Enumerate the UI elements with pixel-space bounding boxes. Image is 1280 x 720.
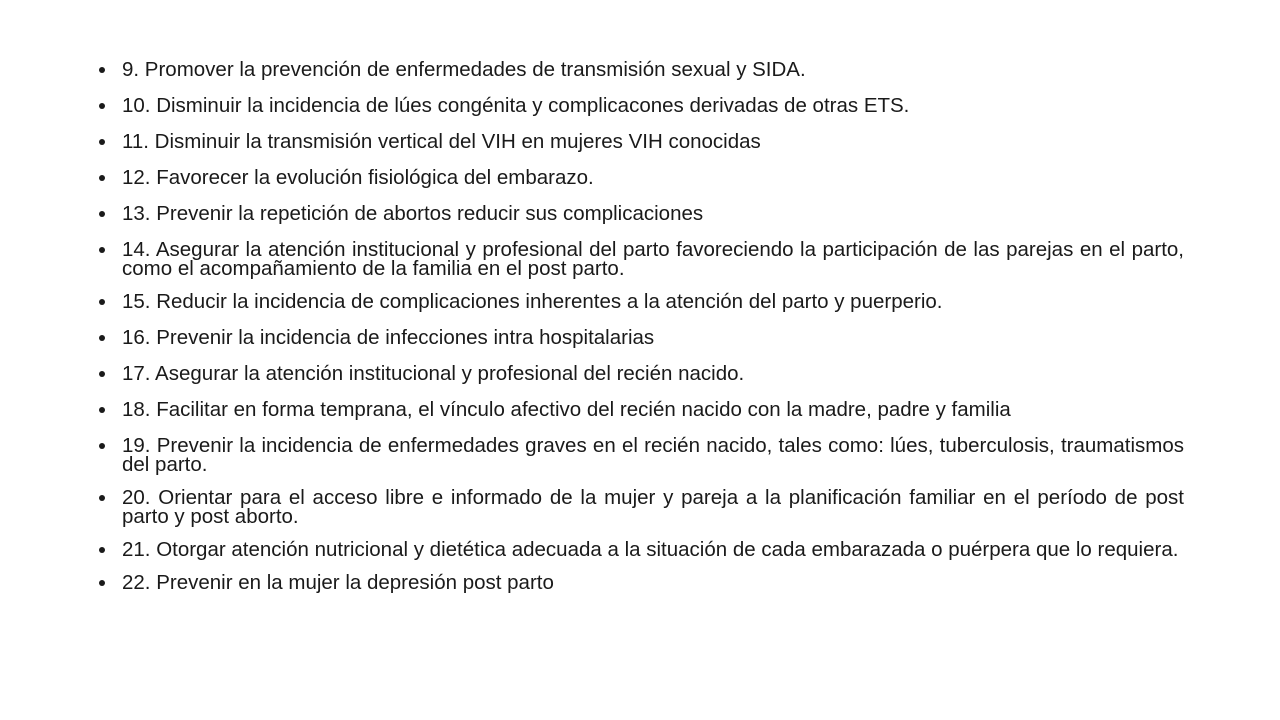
bullet-dot-icon <box>99 407 105 413</box>
bullet-dot-icon <box>99 247 105 253</box>
list-item <box>96 240 1184 278</box>
bullet-dot-icon <box>99 211 105 217</box>
bullet-dot-icon <box>99 335 105 341</box>
bullet-dot-icon <box>99 443 105 449</box>
item-text: 20. Orientar para el acceso libre e informado de la mujer y pareja a la planificación familiar en el período de post parto y post aborto. <box>122 486 1184 528</box>
bullet-dot-icon <box>99 495 105 501</box>
list-item <box>96 436 1184 474</box>
bullet-dot-icon <box>99 175 105 181</box>
list-item <box>96 488 1184 526</box>
list-item <box>96 573 1184 592</box>
bullet-dot-icon <box>99 299 105 305</box>
list-item <box>96 540 1184 559</box>
item-text: 18. Facilitar en forma temprana, el vínculo afectivo del recién nacido con la madre, padre y familia <box>122 398 1011 421</box>
item-text: 21. Otorgar atención nutricional y dietética adecuada a la situación de cada embarazada o puérpera que lo requiera. <box>122 538 1179 561</box>
item-text: 16. Prevenir la incidencia de infecciones intra hospitalarias <box>122 326 655 349</box>
bullet-dot-icon <box>99 103 105 109</box>
bullet-dot-icon <box>99 139 105 145</box>
list-item <box>96 204 1184 223</box>
bullet-dot-icon <box>99 580 105 586</box>
item-text: 22. Prevenir en la mujer la depresión post parto <box>122 571 554 594</box>
list-item <box>96 292 1184 311</box>
item-text: 10. Disminuir la incidencia de lúes congénita y complicacones derivadas de otras ETS. <box>122 94 910 117</box>
list-item <box>96 96 1184 115</box>
item-text: 14. Asegurar la atención institucional y profesional del parto favoreciendo la participación de las parejas en el parto, como el acompañamiento de la familia en el post parto. <box>122 238 1184 280</box>
bullet-dot-icon <box>99 371 105 377</box>
item-text: 17. Asegurar la atención institucional y profesional del recién nacido. <box>122 362 745 385</box>
list-item <box>96 400 1184 419</box>
bullet-list <box>96 60 1184 609</box>
list-item <box>96 132 1184 151</box>
item-text: 12. Favorecer la evolución fisiológica del embarazo. <box>122 166 594 189</box>
bullet-dot-icon <box>99 67 105 73</box>
item-text: 11. Disminuir la transmisión vertical del VIH en mujeres VIH conocidas <box>122 130 761 153</box>
bullet-dot-icon <box>99 547 105 553</box>
item-text: 9. Promover la prevención de enfermedades de transmisión sexual y SIDA. <box>122 58 806 81</box>
item-text: 15. Reducir la incidencia de complicaciones inherentes a la atención del parto y puerperio. <box>122 290 943 313</box>
item-text: 19. Prevenir la incidencia de enfermedades graves en el recién nacido, tales como: lúes, tuberculosis, traumatismos del parto. <box>122 434 1184 476</box>
item-text: 13. Prevenir la repetición de abortos reducir sus complicaciones <box>122 202 704 225</box>
list-item <box>96 168 1184 187</box>
list-item <box>96 60 1184 79</box>
list-item <box>96 328 1184 347</box>
list-item <box>96 364 1184 383</box>
